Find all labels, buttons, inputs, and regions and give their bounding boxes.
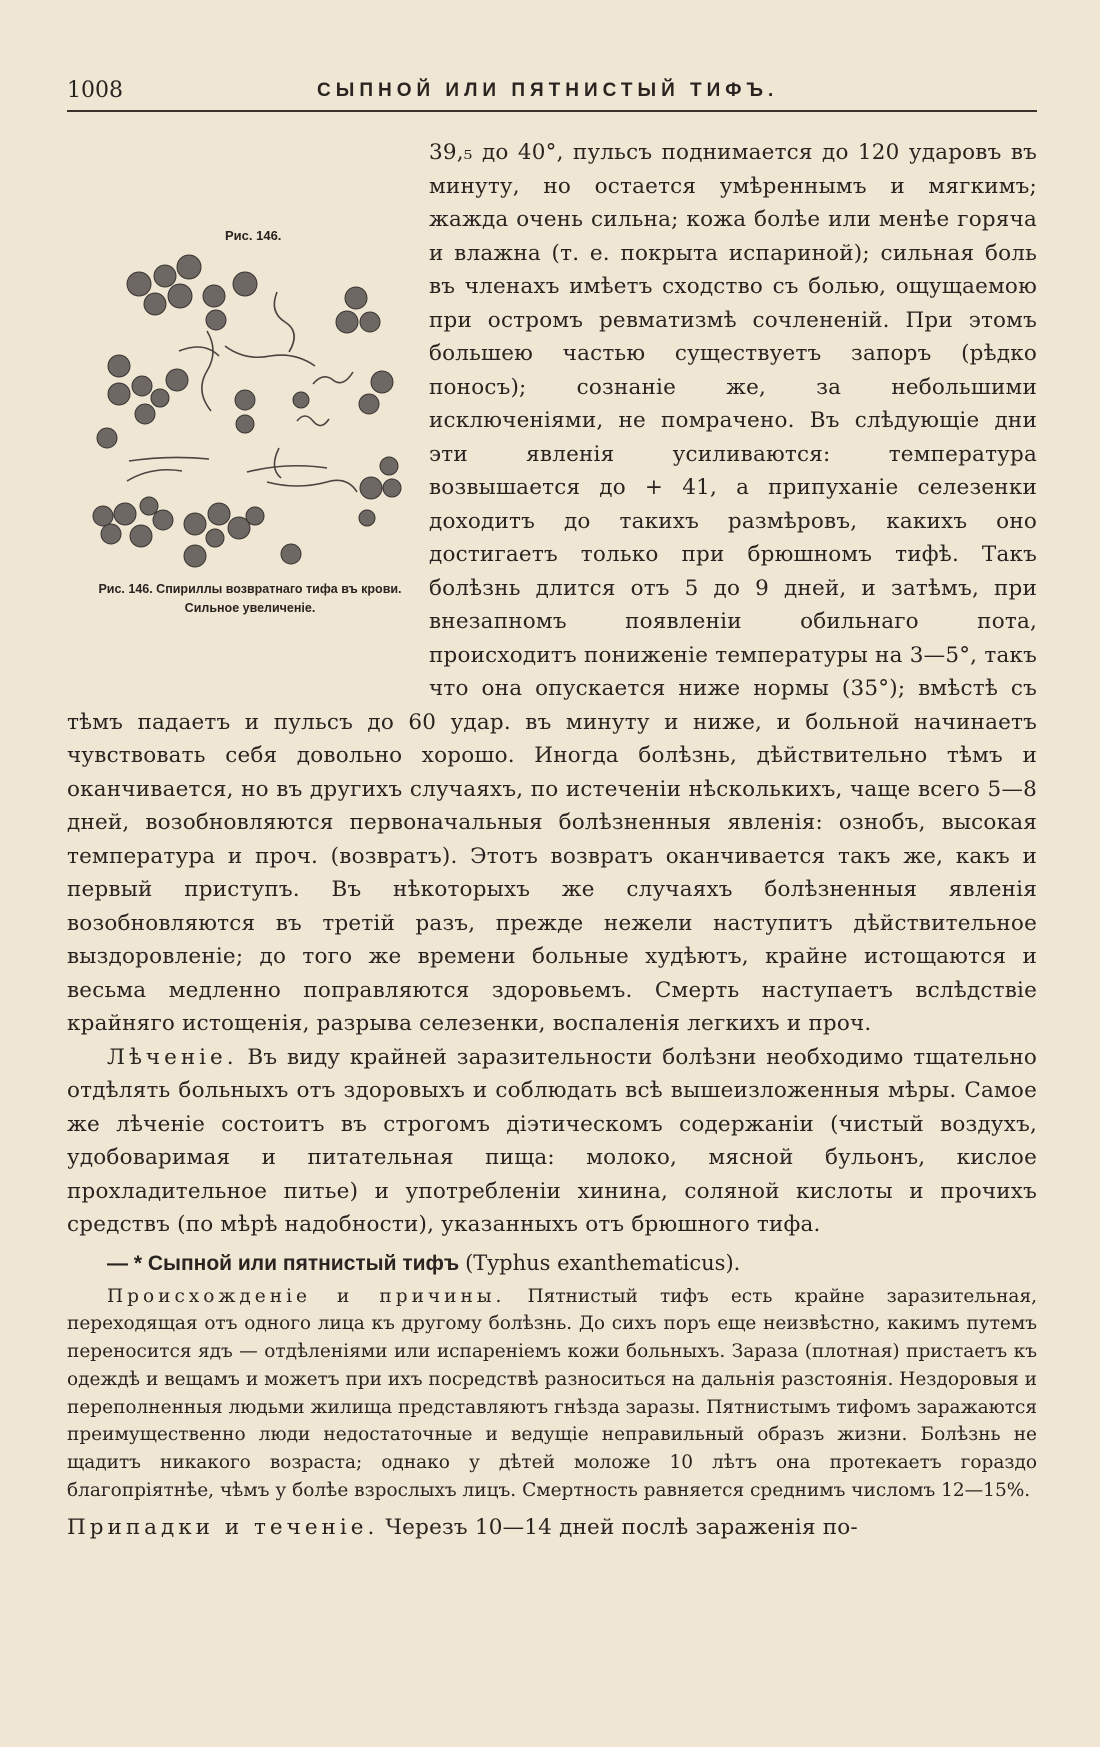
figure-caption: Рис. 146. Спириллы возвратнаго тифа въ крови. Сильное увеличеніе. [98, 582, 402, 615]
treatment-text: Въ виду крайней заразительности болѣзни необходимо тщательно отдѣлять больныхъ отъ здоровыхъ и соблюдать всѣ вышеизложенныя мѣры. Самое же лѣченіе состоитъ въ строгомъ діэтическомъ содержаніи (чистый воздухъ, удобоваримая и питательная пища: молоко, мясной бульонъ, кислое прохладительное питье) и употребленіи хинина, соляной кислоты и прочихъ средствъ (по мѣрѣ надобности), указанныхъ отъ брюшного тифа. [67, 1044, 1037, 1237]
section-dash: — * [107, 1251, 143, 1275]
treatment-heading: Лѣченіе. [107, 1044, 238, 1070]
section-latin-title: (Typhus exanthematicus). [465, 1250, 741, 1275]
figure-label: Рис. 146. [225, 228, 282, 243]
course-heading: Припадки и теченіе. [67, 1514, 379, 1540]
figure-146 [67, 136, 419, 681]
running-title: СЫПНОЙ ИЛИ ПЯТНИСТЫЙ ТИФЪ. [317, 80, 779, 101]
origin-heading: Происхожденіе и причины. [107, 1285, 506, 1307]
paragraph-origin [67, 1283, 1037, 1505]
page-header [67, 74, 1037, 112]
section-heading [67, 1246, 1037, 1281]
page-number: 1008 [67, 78, 123, 103]
paragraph-course [67, 1511, 1037, 1545]
paragraph-treatment [67, 1041, 1037, 1242]
blood-spirilla-illustration [67, 136, 419, 596]
main-text [67, 136, 1037, 1544]
course-text: Черезъ 10—14 дней послѣ зараженія по- [378, 1514, 858, 1540]
origin-text: Пятнистый тифъ есть крайне заразительная, переходящая отъ одного лица къ другому болѣзнь. До сихъ поръ еще неизвѣстно, какимъ путемъ переносится ядъ — отдѣленіями или испареніемъ кожи больныхъ. Зараза (плотная) пристаетъ къ одеждѣ и вещамъ и можетъ при ихъ посредствѣ разноситься на дальнія разстоянія. Нездоровыя и переполненныя людьми жилища представляютъ гнѣзда заразы. Пятнистымъ тифомъ заражаются преимущественно люди недостаточные и ведущіе неправильный образъ жизни. Болѣзнь не щадитъ никакого возраста; однако у дѣтей моложе 10 лѣтъ она протекаетъ гораздо благопріятнѣе, чѣмъ у болѣе взрослыхъ лицъ. Смертность равняется среднимъ числомъ 12—15%. [67, 1285, 1038, 1502]
section-title: Сыпной или пятнистый тифъ [147, 1251, 460, 1275]
paragraph-symptoms: 39,₅ до 40°, пульсъ поднимается до 120 ударовъ въ минуту, но остается умѣреннымъ и мягкимъ; жажда очень сильна; кожа болѣе или менѣе горяча и влажна (т. е. покрыта испариной); сильная боль въ членахъ имѣетъ сходство съ болью, ощущаемою при остромъ ревматизмѣ сочлененій. При этомъ большею частью существуетъ запоръ (рѣдко поносъ); сознаніе же, за небольшими исключеніями, не помрачено. Въ слѣдующіе дни эти явленія усиливаются: температура возвышается до + 41, а припуханіе селезенки доходитъ до такихъ размѣровъ, какихъ оно достигаетъ только при брюшномъ тифѣ. Такъ болѣзнь длится отъ 5 до 9 дней, и затѣмъ, при внезапномъ появленіи обильнаго пота, происходитъ пониженіе температуры на 3—5°, такъ что она опускается ниже нормы (35°); вмѣстѣ съ тѣмъ падаетъ и пульсъ до 60 удар. въ минуту и ниже, и больной начинаетъ чувствовать себя довольно хорошо. Иногда болѣзнь, дѣйствительно тѣмъ и оканчивается, но въ другихъ случаяхъ, по истеченіи нѣсколькихъ, чаще всего 5—8 дней, возобновляются первоначальныя болѣзненныя явленія: ознобъ, высокая температура и проч. (возвратъ). Этотъ возвратъ оканчивается такъ же, какъ и первый приступъ. Въ нѣкоторыхъ же случаяхъ болѣзненныя явленія возобновляются въ третій разъ, прежде нежели наступитъ дѣйствительное выздоровленіе; до того же времени больные худѣютъ, крайне истощаются и весьма медленно поправляются здоровьемъ. Смерть наступаетъ вслѣдствіе крайняго истощенія, разрыва селезенки, воспаленія легкихъ и проч. [67, 140, 1037, 1036]
